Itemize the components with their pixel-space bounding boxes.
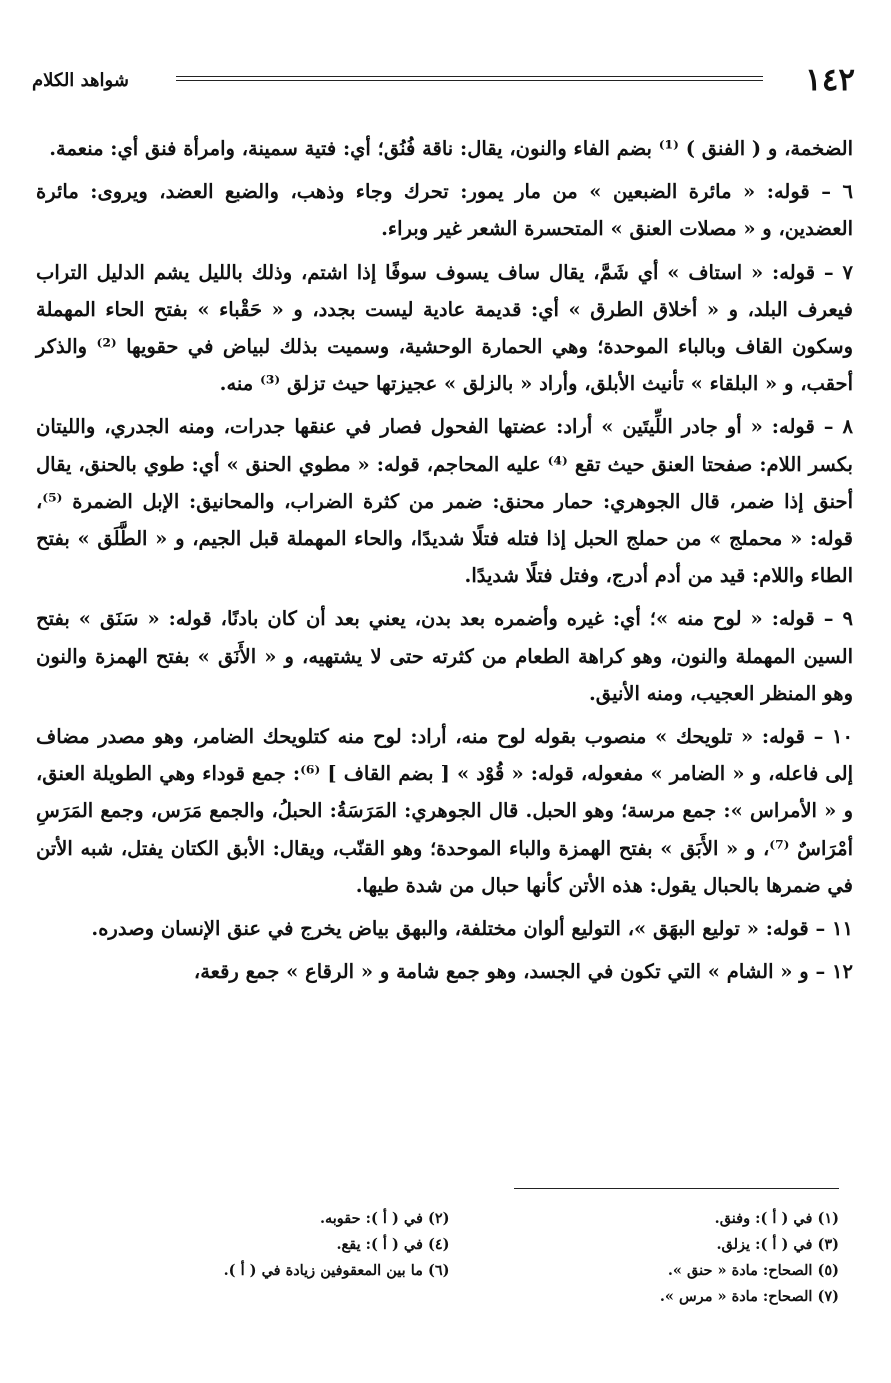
footnote: (٧) الصحاح: مادة « مرس ». (659, 1288, 839, 1305)
paragraph: ٨ – قوله: « أو جادر اللِّيتَين » أراد: عضتها الفحول فصار في عنقها جدرات، ومنه الجدري، والليتان بكسر اللام: صفحتا العنق حيث تقع ⁽⁴⁾ عليه المحاجم، قوله: « مطوي الحنق » أي: طوي بالحنق، يقال أحنق إذا ضمر، قال الجوهري: حمار محنق: ضمر من كثرة الضراب، والمحانيق: الإبل الضمرة ⁽⁵⁾، قوله: « محملج » من حملج الحبل إذا فتله فتلًا شديدًا، والحاء المهملة قبل الجيم، و « الطَّلَق » بفتح الطاء واللام: قيد من أدم أدرج، وفتل فتلًا شديدًا. (36, 415, 853, 588)
footnote: (٥) الصحاح: مادة « حنق ». (667, 1262, 839, 1279)
header-rule (176, 76, 763, 81)
paragraph: ٧ – قوله: « استاف » أي شَمَّ، يقال ساف يسوف سوفًا إذا اشتم، وذلك بالليل يشم الدليل التراب فيعرف البلد، و « أخلاق الطرق » أي: قديمة عادية ليست بجدد، و « حَقْباء » بفتح الحاء المهملة وسكون القاف وبالباء الموحدة؛ وهي الحمارة الوحشية، وسميت بذلك لبياض في حقويها ⁽²⁾ والذكر أحقب، و « البلقاء » تأنيث الأبلق، وأراد « بالزلق » عجيزتها حيث تزلق ⁽³⁾ منه. (36, 260, 853, 396)
footnote-row (60, 1284, 839, 1310)
paragraph: الضخمة، و ( الفنق ) ⁽¹⁾ بضم الفاء والنون، يقال: ناقة فُنُق؛ أي: فتية سمينة، وامرأة فنق أي: منعمة. (49, 137, 853, 160)
paragraph: ١١ – قوله: « توليع البهَق »، التوليع ألوان مختلفة، والبهق بياض يخرج في عنق الإنسان وصدره. (91, 917, 853, 941)
footnote: (٦) ما بين المعقوفين زيادة في ( أ ). (223, 1262, 450, 1279)
paragraph: ١٠ – قوله: « تلويحك » منصوب بقوله لوح منه، أراد: لوح منه كتلويحك الضامر، وهو مصدر مضاف إلى فاعله، و « الضامر » مفعوله، قوله: « قُوْد » [ بضم القاف ] ⁽⁶⁾: جمع قوداء وهي الطويلة العنق، و « الأمراس »: جمع مرسة؛ وهو الحبل. قال الجوهري: المَرَسَةُ: الحبلُ، والجمع مَرَس، وجمع المَرَسِ أمْرَاسٌ ⁽⁷⁾، و « الأَبَق » بفتح الهمزة والباء الموحدة؛ وهو القنّب، ويقال: الأبق الكتان يفتل، شبه الأتن في ضمرها بالحبال يقول: هذه الأتن كأنها حبال من شدة طيها. (36, 725, 853, 897)
footnote-row (60, 1232, 839, 1258)
paragraph: ١٢ – و « الشام » التي تكون في الجسد، وهو جمع شامة و « الرقاع » جمع رقعة، (193, 960, 853, 984)
footnote-divider (514, 1188, 839, 1189)
footnote: (٣) في ( أ ): يزلق. (716, 1236, 839, 1253)
running-title: شواهد الكلام (32, 70, 129, 91)
footnote (60, 1284, 450, 1310)
paragraph: ٩ – قوله: « لوح منه »؛ أي: غيره وأضمره بعد بدن، يعني بعد أن كان بادنًا، قوله: « سَنَق » بفتح السين المهملة والنون، وهو كراهة الطعام من كثرته حتى لا يشتهيه، و « الأَنَق » بفتح الهمزة والنون وهو المنظر العجيب، ومنه الأنيق. (36, 607, 853, 705)
footnote: (١) في ( أ ): وفنق. (714, 1210, 839, 1227)
footnote-row (60, 1206, 839, 1232)
page-number: ١٤٢ (805, 62, 855, 98)
footnote: (٤) في ( أ ): يقع. (336, 1236, 450, 1253)
main-text (36, 130, 853, 996)
footnote: (٢) في ( أ ): حقوبه. (319, 1210, 450, 1227)
page-header (28, 62, 861, 102)
footnote-row (60, 1258, 839, 1284)
paragraph: ٦ – قوله: « مائرة الضبعين » من مار يمور: تحرك وجاء وذهب، والضبع العضد، ويروى: مائرة العضدين، و « مصلات العنق » المتحسرة الشعر غير وبراء. (36, 180, 853, 241)
footnotes (60, 1206, 839, 1310)
